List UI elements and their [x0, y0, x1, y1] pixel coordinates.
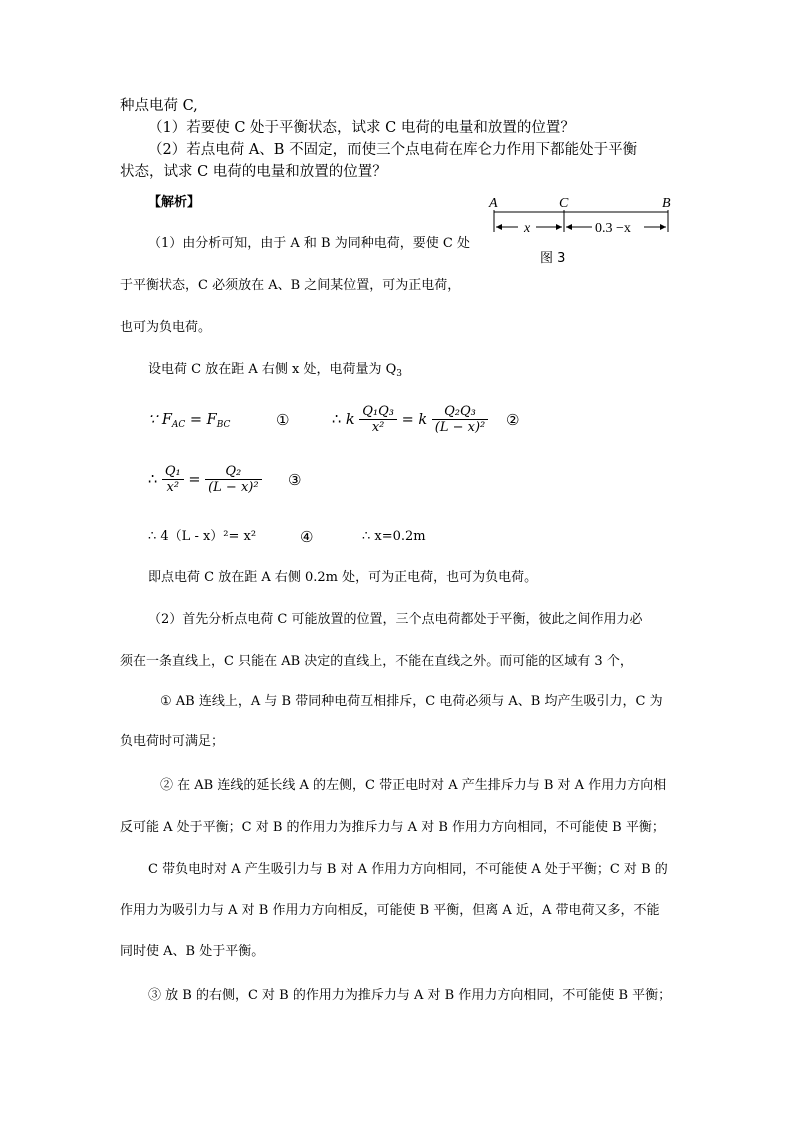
eq3-fraction-left — [162, 464, 184, 496]
question-2-line-1: （2）若点电荷 A、B 不固定，而使三个点电荷在库仑力作用下都能处于平衡 — [148, 142, 638, 158]
equation-2 — [332, 400, 488, 440]
case-2-line-4: 作用力为吸引力与 A 对 B 作用力方向相反，可能使 B 平衡，但离 A 近，A 带电荷又多，不能 — [120, 903, 660, 918]
eq2-frac-left-den: x² — [371, 420, 385, 435]
eq3-equals: = — [188, 472, 201, 488]
figure-caption: 图 3 — [540, 251, 566, 266]
case-3-line-1: ③ 放 B 的右侧，C 对 B 的作用力为推斥力与 A 对 B 作用力方向相同，不可能使 B 平衡； — [148, 988, 672, 1003]
figure-3-diagram — [484, 192, 684, 272]
problem-line-1: 种点电荷 C, — [120, 98, 198, 114]
figure-arrow-left-1 — [496, 224, 502, 230]
equation-1 — [148, 410, 230, 435]
eq2-equals: = — [401, 412, 414, 428]
case-2-line-3: C 带负电时对 A 产生吸引力与 B 对 A 作用力方向相同，不可能使 A 处于平衡；C 对 B 的 — [148, 862, 668, 877]
figure-seg-x: x — [524, 221, 531, 236]
case-2-line-2: 反可能 A 处于平衡；C 对 B 的作用力为推斥力与 A 对 B 作用力方向相同，不可能使 B 平衡； — [120, 820, 665, 835]
figure-label-c: C — [559, 196, 569, 211]
marker-3: ③ — [288, 471, 302, 489]
eq1-sub-ac: AC — [171, 420, 186, 430]
equation-4: ∴ 4（L - x）²= x² — [148, 529, 257, 544]
figure-seg-rest: 0.3 −x — [595, 221, 631, 236]
solution-p2-line-1: （2）首先分析点电荷 C 可能放置的位置，三个点电荷都处于平衡，彼此之间作用力必 — [148, 612, 643, 627]
case-1-line-1: ① AB 连线上，A 与 B 带同种电荷互相排斥，C 电荷必须与 A、B 均产生吸引力，C 为 — [160, 694, 663, 709]
figure-arrow-left-2 — [556, 224, 562, 230]
marker-4: ④ — [300, 528, 314, 546]
result-x: ∴ x=0.2m — [362, 529, 426, 544]
setup-subscript: 3 — [396, 369, 402, 379]
figure-label-a: A — [489, 196, 498, 211]
eq3-frac-left-den: x² — [166, 480, 180, 495]
figure-arrow-right-1 — [566, 224, 572, 230]
eq3-therefore: ∴ — [148, 472, 158, 488]
marker-1: ① — [276, 411, 290, 429]
setup-line — [148, 360, 402, 384]
case-2-line-5: 同时使 A、B 处于平衡。 — [120, 944, 265, 959]
eq2-frac-left-num: Q₁Q₃ — [359, 404, 397, 420]
solution-p2-line-2: 须在一条直线上，C 只能在 AB 决定的直线上，不能在直线之外。而可能的区域有 3 个， — [120, 654, 633, 669]
eq3-fraction-right — [205, 464, 261, 496]
eq2-k-left: k — [345, 412, 355, 428]
eq2-therefore: ∴ — [332, 412, 342, 428]
eq1-sub-bc: BC — [216, 420, 231, 430]
eq1-lhs: ∵ F — [148, 412, 172, 428]
eq2-fraction-right — [432, 404, 488, 436]
equation-3 — [148, 460, 262, 500]
eq2-k-right: k — [418, 412, 428, 428]
question-2-line-2: 状态，试求 C 电荷的电量和放置的位置？ — [120, 164, 387, 180]
conclusion-1: 即点电荷 C 放在距 A 右侧 0.2m 处，可为正电荷，也可为负电荷。 — [148, 570, 538, 585]
eq2-frac-right-num: Q₂Q₃ — [432, 404, 488, 420]
eq3-frac-right-num: Q₂ — [205, 464, 261, 480]
solution-p1-line-3: 也可为负电荷。 — [120, 320, 212, 335]
eq3-frac-right-den: (L − x)² — [208, 480, 259, 495]
case-2-line-1: ② 在 AB 连线的延长线 A 的左侧，C 带正电时对 A 产生排斥力与 B 对 A 作用力方向相 — [160, 778, 667, 793]
figure-label-b: B — [662, 196, 671, 211]
figure-arrow-right-2 — [660, 224, 666, 230]
eq1-rhs: = F — [185, 412, 217, 428]
eq3-frac-left-num: Q₁ — [162, 464, 184, 480]
solution-header: 【解析】 — [148, 195, 201, 210]
setup-text: 设电荷 C 放在距 A 右侧 x 处，电荷量为 Q — [148, 362, 397, 377]
question-1: （1）若要使 C 处于平衡状态，试求 C 电荷的电量和放置的位置？ — [148, 120, 575, 136]
case-1-line-2: 负电荷时可满足； — [120, 734, 225, 749]
figure-3 — [484, 192, 684, 272]
solution-p1-line-1: （1）由分析可知，由于 A 和 B 为同种电荷，要使 C 处 — [148, 236, 470, 251]
eq2-fraction-left — [359, 404, 397, 436]
marker-2: ② — [506, 411, 520, 429]
solution-p1-line-2: 于平衡状态，C 必须放在 A、B 之间某位置，可为正电荷， — [120, 278, 461, 293]
eq2-frac-right-den: (L − x)² — [434, 420, 486, 435]
